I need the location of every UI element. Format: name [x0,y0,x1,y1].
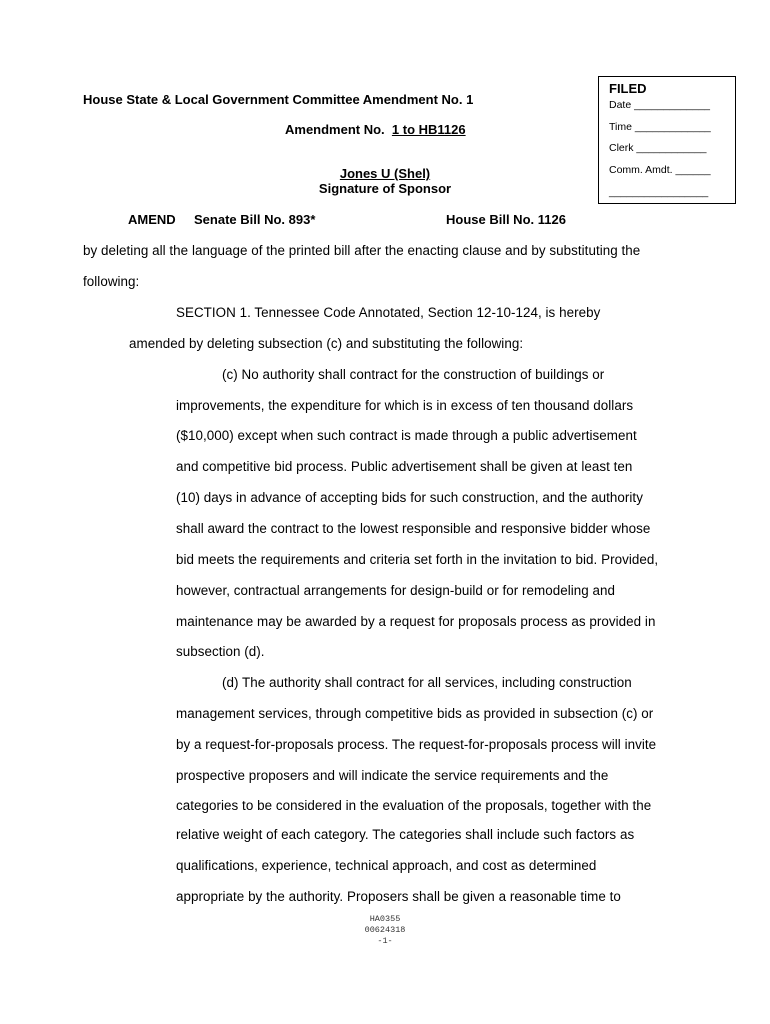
amendment-ref: 1 to HB1126 [391,122,466,137]
filed-title: FILED [609,81,647,96]
body-line: appropriate by the authority. Proposers shall be given a reasonable time to [176,889,621,904]
body-line: ($10,000) except when such contract is made through a public advertisement [176,428,637,443]
body-line: and competitive bid process. Public advertisement shall be given at least ten [176,459,633,474]
amend-label: AMEND [128,212,176,227]
filed-blank-line: _________________ [609,186,709,198]
body-line: however, contractual arrangements for design-build or for remodeling and [176,583,616,598]
subsection-c-start: (c) No authority shall contract for the construction of buildings or [222,367,605,382]
body-line: amended by deleting subsection (c) and substituting the following: [129,336,524,351]
senate-bill: Senate Bill No. 893* [194,212,316,227]
body-line: by a request-for-proposals process. The request-for-proposals process will invite [176,737,657,752]
committee-title: House State & Local Government Committee Amendment No. 1 [83,92,474,107]
amendment-prefix: Amendment No. [285,122,385,137]
sponsor-caption: Signature of Sponsor [318,181,452,196]
body-line: shall award the contract to the lowest responsible and responsive bidder whose [176,521,651,536]
filed-comm-amdt: Comm. Amdt. ______ [609,164,711,176]
body-line: by deleting all the language of the printed bill after the enacting clause and by substituting the [83,243,641,258]
body-line: improvements, the expenditure for which is in excess of ten thousand dollars [176,398,634,413]
body-line: relative weight of each category. The categories shall include such factors as [176,827,635,842]
body-line: qualifications, experience, technical approach, and cost as determined [176,858,597,873]
body-line: categories to be considered in the evaluation of the proposals, together with the [176,798,652,813]
body-line: management services, through competitive bids as provided in subsection (c) or [176,706,654,721]
body-line: subsection (d). [176,644,265,659]
body-line: (10) days in advance of accepting bids for such construction, and the authority [176,490,643,505]
body-line: prospective proposers and will indicate the service requirements and the [176,768,609,783]
section-heading: SECTION 1. Tennessee Code Annotated, Section 12-10-124, is hereby [176,305,601,320]
footer-code-1: HA0355 [369,914,401,924]
body-line: maintenance may be awarded by a request for proposals process as provided in [176,614,656,629]
filed-time: Time _____________ [609,121,711,133]
amendment-line [285,122,466,137]
house-bill: House Bill No. 1126 [446,212,566,227]
filed-clerk: Clerk ____________ [609,142,707,154]
subsection-d-start: (d) The authority shall contract for all services, including construction [222,675,632,690]
filed-date: Date _____________ [609,99,711,111]
body-line: following: [83,274,140,289]
sponsor-name: Jones U (Shel) [339,166,431,181]
body-line: bid meets the requirements and criteria set forth in the invitation to bid. Provided, [176,552,659,567]
page-number: -1- [377,936,393,946]
footer-code-2: 00624318 [364,925,406,935]
